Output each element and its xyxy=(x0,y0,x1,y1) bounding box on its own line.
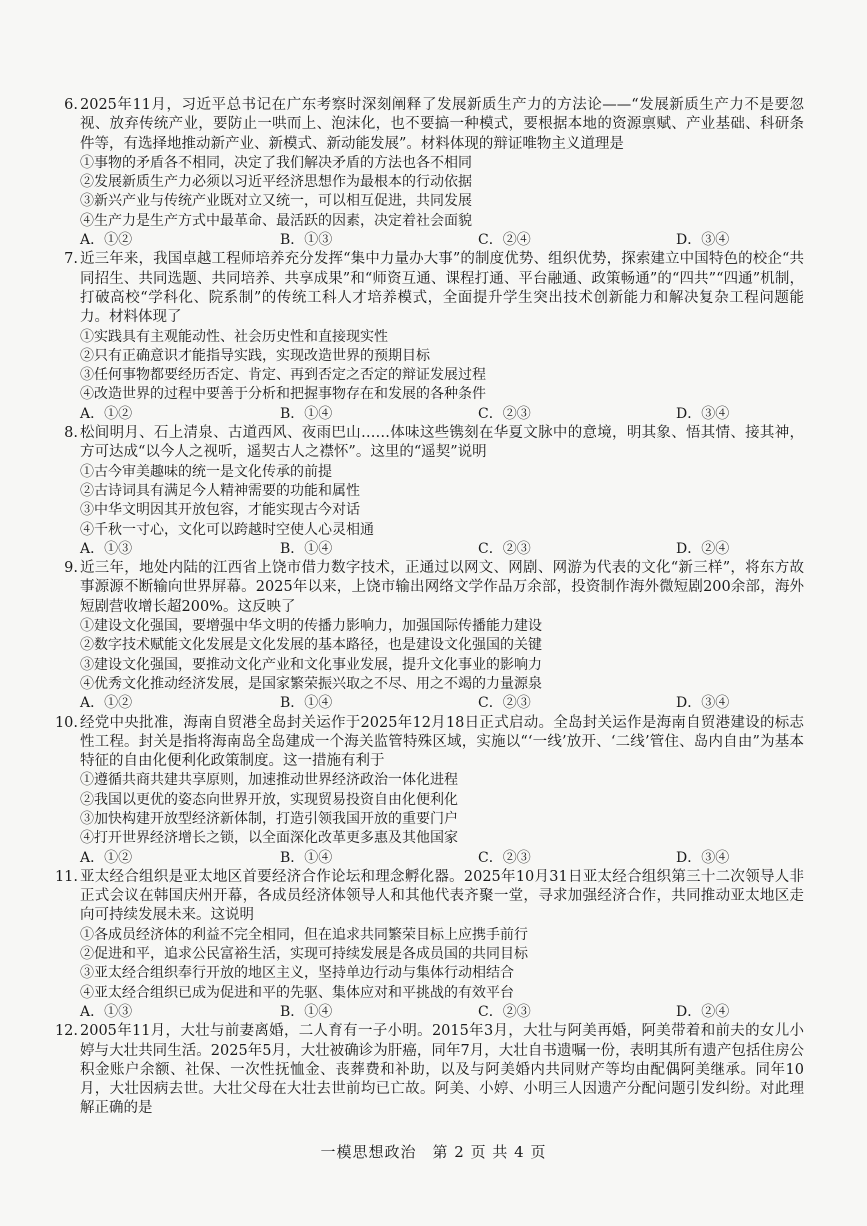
question-item xyxy=(50,559,804,713)
question-stem: 近三年来，我国卓越工程师培养充分发挥“集中力量办大事”的制度优势、组织优势，探索建立中国特色的校企“共同招生、共同选题、共同培养、共享成果”和“师资互通、课程打通、平台融通、政策畅通”的“四共”“四通”机制，打破高校“学科化、院系制”的传统工科人才培养模式，全面提升学生突出技术创新能力和解决复杂工程问题能力。材料体现了 xyxy=(80,251,804,326)
answer-choice[interactable]: B．①④ xyxy=(280,849,333,866)
question-number: 12. xyxy=(54,1023,78,1040)
question-item xyxy=(50,250,804,424)
question-number: 10. xyxy=(54,714,78,731)
question-item xyxy=(50,714,804,868)
statement-option: ③新兴产业与传统产业既对立又统一，可以相互促进，共同发展 xyxy=(80,193,472,210)
answer-choice[interactable]: D．③④ xyxy=(676,849,730,866)
statement-option: ①建设文化强国，要增强中华文明的传播力影响力，加强国际传播能力建设 xyxy=(80,618,542,635)
answer-choice[interactable]: B．①④ xyxy=(280,695,333,712)
statement-option: ③加快构建开放型经济新体制，打造引领我国开放的重要门户 xyxy=(80,810,458,827)
statement-option: ③建设文化强国，要推动文化产业和文化事业发展，提升文化事业的影响力 xyxy=(80,656,542,673)
answer-choice[interactable]: C．②③ xyxy=(478,540,531,557)
statement-option: ②促进和平，追求公民富裕生活，实现可持续发展是各成员国的共同目标 xyxy=(80,946,528,963)
answer-choice[interactable]: D．③④ xyxy=(676,405,730,422)
answer-choice[interactable]: A．①② xyxy=(80,849,133,866)
question-item xyxy=(50,96,804,250)
answer-choice[interactable]: D．②④ xyxy=(676,1003,730,1020)
question-number: 11. xyxy=(54,868,78,885)
question-item xyxy=(50,868,804,1022)
question-number: 7. xyxy=(64,251,78,268)
question-number: 6. xyxy=(64,97,78,113)
statement-option: ②古诗词具有满足今人精神需要的功能和属性 xyxy=(80,482,360,499)
answer-choice[interactable]: D．②④ xyxy=(676,540,730,557)
question-list xyxy=(50,96,804,1119)
statement-option: ①事物的矛盾各不相同，决定了我们解决矛盾的方法也各不相同 xyxy=(80,154,472,171)
statement-option: ①实践具有主观能动性、社会历史性和直接现实性 xyxy=(80,328,388,345)
answer-choices xyxy=(80,1003,804,1022)
question-item xyxy=(50,424,804,559)
question-stem: 经党中央批准，海南自贸港全岛封关运作于2025年12月18日正式启动。全岛封关运作是海南自贸港建设的标志性工程。封关是指将海南岛全岛建成一个海关监管特殊区域，实施以“‘一线’放开、‘二线’管住、岛内自由”为基本特征的自由化便利化政策制度。这一措施有利于 xyxy=(80,714,804,770)
question-number: 9. xyxy=(64,560,78,577)
answer-choices xyxy=(80,849,804,868)
answer-choice[interactable]: C．②③ xyxy=(478,405,531,422)
question-stem: 2025年11月，习近平总书记在广东考察时深刻阐释了发展新质生产力的方法论——“发展新质生产力不是要忽视、放弃传统产业，要防止一哄而上、泡沫化，也不要搞一种模式，要根据本地的资源禀赋、产业基础、科研条件等，有选择地推动新产业、新模式、新动能发展”。材料体现的辩证唯物主义道理是 xyxy=(80,97,804,152)
answer-choices xyxy=(80,694,804,713)
question-stem: 近三年，地处内陆的江西省上饶市借力数字技术，正通过以网文、网剧、网游为代表的文化“新三样”，将东方故事源源不断输向世界屏幕。2025年以来，上饶市输出网络文学作品万余部，投资制作海外微短剧200余部，海外短剧营收增长超200%。这反映了 xyxy=(80,560,804,615)
statement-option: ①各成员经济体的利益不完全相同，但在追求共同繁荣目标上应携手前行 xyxy=(80,926,528,943)
answer-choice[interactable]: C．②③ xyxy=(478,695,531,712)
question-item xyxy=(50,1022,804,1118)
statement-option: ②数字技术赋能文化发展是文化发展的基本路径，也是建设文化强国的关键 xyxy=(80,637,542,654)
answer-choice[interactable]: A．①② xyxy=(80,695,133,712)
statement-option: ④改造世界的过程中要善于分析和把握事物存在和发展的各种条件 xyxy=(80,386,486,403)
answer-choice[interactable]: B．①④ xyxy=(280,405,333,422)
answer-choice[interactable]: D．③④ xyxy=(676,695,730,712)
statement-option: ①古今审美趣味的统一是文化传承的前提 xyxy=(80,463,332,480)
question-stem: 2005年11月，大壮与前妻离婚，二人育有一子小明。2015年3月，大壮与阿美再婚，阿美带着和前夫的女儿小婷与大壮共同生活。2025年5月，大壮被确诊为肝癌，同年7月，大壮自书遗嘱一份，表明其所有遗产包括住房公积金账户余额、社保、一次性抚恤金、丧葬费和补助，以及与阿美婚内共同财产等均由配偶阿美继承。同年10月，大壮因病去世。大壮父母在大壮去世前均已亡故。阿美、小婷、小明三人因遗产分配问题引发纠纷。对此理解正确的是 xyxy=(80,1023,804,1117)
statement-option: ④亚太经合组织已成为促进和平的先驱、集体应对和平挑战的有效平台 xyxy=(80,984,514,1001)
answer-choice[interactable]: B．①③ xyxy=(280,232,333,249)
statement-option: ④优秀文化推动经济发展，是国家繁荣振兴取之不尽、用之不竭的力量源泉 xyxy=(80,675,542,692)
statement-option: ③亚太经合组织奉行开放的地区主义，坚持单边行动与集体行动相结合 xyxy=(80,965,514,982)
answer-choice[interactable]: B．①④ xyxy=(280,540,333,557)
question-stem: 松间明月、石上清泉、古道西风、夜雨巴山……体味这些镌刻在华夏文脉中的意境，明其象、悟其情、接其神，方可达成“以今人之视听，遥契古人之襟怀”。这里的“遥契”说明 xyxy=(80,425,804,461)
question-stem: 亚太经合组织是亚太地区首要经济合作论坛和理念孵化器。2025年10月31日亚太经合组织第三十二次领导人非正式会议在韩国庆州开幕，各成员经济体领导人和其他代表齐聚一堂，寻求加强经济合作，共同推动亚太地区走向可持续发展未来。这说明 xyxy=(80,868,804,924)
statement-option: ②我国以更优的姿态向世界开放，实现贸易投资自由化便利化 xyxy=(80,791,458,808)
statement-option: ②发展新质生产力必须以习近平经济思想作为最根本的行动依据 xyxy=(80,174,472,191)
statement-option: ②只有正确意识才能指导实践，实现改造世界的预期目标 xyxy=(80,347,430,364)
answer-choice[interactable]: A．①② xyxy=(80,232,133,249)
answer-choice[interactable]: C．②③ xyxy=(478,1003,531,1020)
answer-choice[interactable]: A．①② xyxy=(80,405,133,422)
question-number: 8. xyxy=(64,425,78,442)
statement-option: ③任何事物都要经历否定、肯定、再到否定之否定的辩证发展过程 xyxy=(80,367,486,384)
statement-option: ④生产力是生产方式中最革命、最活跃的因素，决定着社会面貌 xyxy=(80,212,472,229)
answer-choice[interactable]: A．①③ xyxy=(80,1003,133,1020)
page-footer: 一模思想政治 第 2 页 共 4 页 xyxy=(320,1143,547,1161)
statement-option: ③中华文明因其开放包容，才能实现古今对话 xyxy=(80,502,360,519)
statement-option: ①遵循共商共建共享原则，加速推动世界经济政治一体化进程 xyxy=(80,772,458,789)
answer-choice[interactable]: D．③④ xyxy=(676,232,730,249)
answer-choice[interactable]: C．②③ xyxy=(478,849,531,866)
answer-choices xyxy=(80,540,804,559)
answer-choice[interactable]: A．①③ xyxy=(80,540,133,557)
answer-choice[interactable]: B．①④ xyxy=(280,1003,333,1020)
statement-option: ④打开世界经济增长之锁，以全面深化改革更多惠及其他国家 xyxy=(80,830,458,847)
answer-choice[interactable]: C．②④ xyxy=(478,232,531,249)
statement-option: ④千秋一寸心，文化可以跨越时空使人心灵相通 xyxy=(80,521,374,538)
answer-choices xyxy=(80,231,804,250)
answer-choices xyxy=(80,405,804,424)
